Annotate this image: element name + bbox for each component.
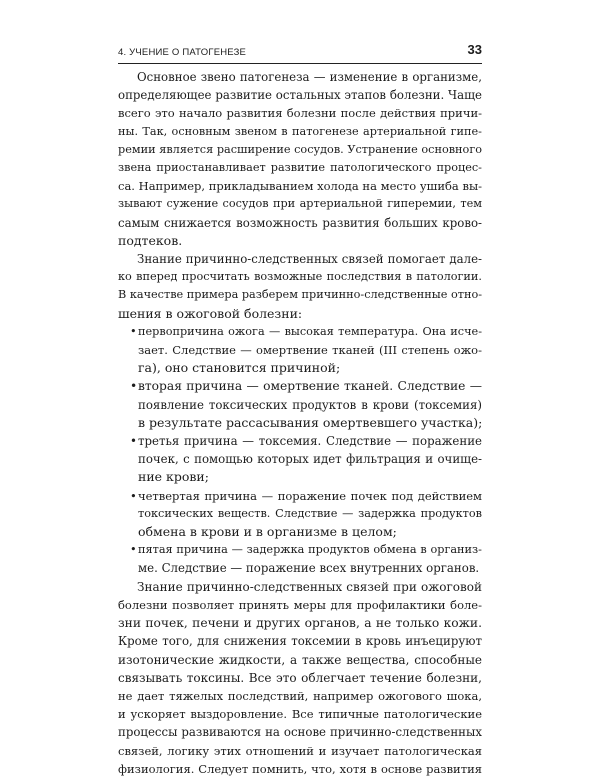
running-title: 4. УЧЕНИЕ О ПАТОГЕНЕЗЕ: [118, 47, 247, 58]
list-item: [118, 541, 482, 577]
text-line: га), оно становится причиной;: [138, 360, 341, 376]
text-line: [118, 323, 482, 341]
bullet-marker: •: [130, 379, 138, 394]
text-line: Кроме того, для снижения токсемии в кровь инъецируют: [118, 634, 482, 649]
bullet-text: пятая причина — задержка продуктов обмена в организ-: [138, 543, 482, 557]
text-line: изотонические жидкости, а также вещества, способные: [118, 652, 482, 667]
text-line: обмена в крови и в организме в целом;: [138, 524, 397, 540]
text-line: и ускоряет выздоровление. Все типичные патологические: [118, 707, 482, 722]
bullet-text: третья причина — токсемия. Следствие — поражение: [138, 434, 482, 449]
text-line: зает. Следствие — омертвение тканей (III степень ожо-: [138, 343, 482, 358]
text-line: ны. Так, основным звеном в патогенезе артериальной гипе-: [118, 124, 482, 138]
text-line: Знание причинно-следственных связей помогает дале-: [137, 252, 482, 267]
page-number: 33: [467, 42, 482, 57]
text-line: звена приостанавливает развитие патологического процес-: [118, 161, 482, 175]
paragraph-3: [118, 578, 482, 778]
page-body: [118, 68, 482, 778]
list-item: [118, 323, 482, 378]
text-line: ме. Следствие — поражение всех внутренних органов.: [138, 561, 480, 576]
text-line: [118, 541, 482, 559]
bullet-marker: •: [130, 488, 137, 503]
list-item: [118, 377, 482, 432]
header-rule: [118, 63, 482, 64]
text-line: болезни позволяет принять меры для профилактики боле-: [118, 597, 482, 612]
text-line: зывают сужение сосудов при артериальной гиперемии, тем: [118, 197, 482, 211]
text-line: связей, логику этих отношений и изучает патологическая: [118, 743, 482, 758]
text-line: токсических веществ. Следствие — задержка продуктов: [138, 506, 482, 520]
text-line: В качестве примера разберем причинно-следственные отно-: [118, 288, 482, 302]
list-item: [118, 487, 482, 542]
text-line: физиология. Следует помнить, что, хотя в основе развития: [118, 761, 482, 776]
text-line: Знание причинно-следственных связей при ожоговой: [137, 579, 482, 594]
text-line: не дает тяжелых последствий, например ожогового шока,: [118, 688, 482, 703]
text-line: почек, с помощью которых идет фильтрация и очище-: [138, 452, 482, 467]
bullet-text: вторая причина — омертвение тканей. Следствие —: [138, 379, 482, 394]
paragraph-1: [118, 68, 482, 250]
text-line: са. Например, прикладыванием холода на место ушиба вы-: [118, 179, 482, 194]
bullet-marker: •: [130, 434, 137, 449]
text-line: всего это начало развития болезни после действия причи-: [118, 106, 482, 121]
paragraph-2: [118, 250, 482, 323]
text-line: подтеков.: [118, 232, 183, 248]
text-line: [118, 377, 482, 395]
text-line: процессы развиваются на основе причинно-следственных: [118, 725, 482, 740]
text-line: Основное звено патогенеза — изменение в организме,: [137, 70, 482, 84]
text-line: ко вперед просчитать возможные последствия в патологии.: [118, 270, 482, 284]
text-line: в результате рассасывания омертвевшего участка);: [138, 414, 482, 430]
text-line: появление токсических продуктов в крови (токсемия): [138, 397, 482, 412]
text-line: определяющее развитие остальных этапов болезни. Чаще: [118, 88, 482, 103]
bullet-marker: •: [130, 543, 137, 557]
text-line: шения в ожоговой болезни:: [118, 305, 303, 321]
bullet-marker: •: [130, 324, 137, 338]
text-line: ние крови;: [138, 469, 209, 485]
page-header: [118, 42, 482, 62]
text-line: связывать токсины. Все это облегчает течение болезни,: [118, 670, 482, 685]
text-line: [118, 432, 482, 450]
text-line: ремии является расширение сосудов. Устранение основного: [118, 142, 482, 156]
list-item: [118, 432, 482, 487]
bullet-text: четвертая причина — поражение почек под действием: [138, 488, 482, 503]
text-line: зни почек, печени и других органов, а не только кожи.: [118, 616, 482, 631]
bullet-list: [118, 323, 482, 578]
text-line: самым снижается возможность развития больших крово-: [118, 215, 482, 230]
text-line: [118, 487, 482, 505]
bullet-text: первопричина ожога — высокая температура. Она исче-: [138, 324, 482, 338]
